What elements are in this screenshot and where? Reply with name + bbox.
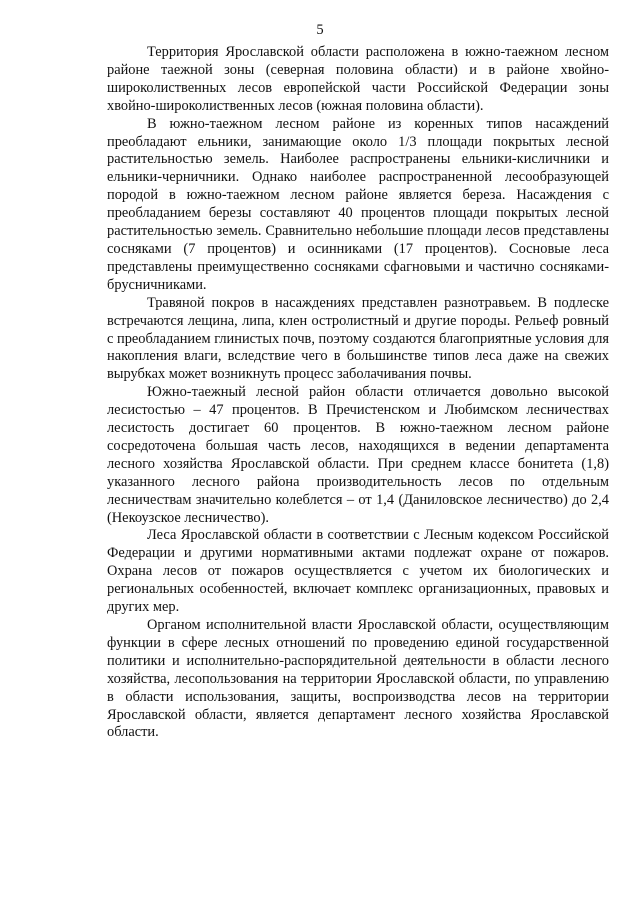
paragraph-ground-cover: Травяной покров в насаждениях представлен разнотравьем. В подлеске встречаются лещина, липа, клен остролистный и другие породы. Рельеф ровный с преобладанием глинистых почв, поэтому создаются благоприятные условия для накопления влаги, вследствие чего в большинстве типов леса даже на свежих вырубках может возникнуть процесс заболачивания почвы. <box>107 294 609 383</box>
paragraph-executive-authority: Органом исполнительной власти Ярославской области, осуществляющим функции в сфере лесных отношений по проведению единой государственной политики и исполнительно-распорядительной деятельности в области лесного хозяйства, лесопользования на территории Ярославской области, по управлению в области использования, защиты, воспроизводства лесов на территории Ярославской области, является департамент лесного хозяйства Ярославской области. <box>107 617 609 741</box>
paragraph-territory: Территория Ярославской области расположена в южно-таежном лесном районе таежной зоны (северная половина области) и в районе хвойно-широколиственных лесов европейской части Российской Федерации зоны хвойно-широколиственных лесов (южная половина области). <box>107 44 609 114</box>
paragraph-forest-cover: Южно-таежный лесной район области отличается довольно высокой лесистостью – 47 процентов. В Пречистенском и Любимском лесничествах лесистость достигает 60 процентов. В южно-таежном лесном районе сосредоточена большая часть лесов, находящихся в ведении департамента лесного хозяйства Ярославской области. При среднем классе бонитета (1,8) указанного лесного района производительность лесов по отдельным лесничествам значительно колеблется – от 1,4 (Даниловское лесничество) до 2,4 (Некоузское лесничество). <box>107 384 609 526</box>
page-number: 5 <box>316 22 324 38</box>
text-body <box>107 44 609 742</box>
paragraph-fire-protection: Леса Ярославской области в соответствии с Лесным кодексом Российской Федерации и другими нормативными актами подлежат охране от пожаров. Охрана лесов от пожаров осуществляется с учетом их биологических и региональных особенностей, включает комплекс организационных, правовых и других мер. <box>107 527 609 616</box>
paragraph-south-taiga-forests: В южно-таежном лесном районе из коренных типов насаждений преобладают ельники, занимающие около 1/3 площади покрытых лесной растительностью земель. Наиболее распространены ельники-кисличники и ельники-черничники. Однако наиболее распространенной лесообразующей породой в южно-таежном лесном районе является береза. Насаждения с преобладанием березы составляют 40 процентов площади покрытых лесной растительностью земель. Сравнительно небольшие площади лесов представлены сосняками (7 процентов) и осинниками (17 процентов). Сосновые леса представлены преимущественно сосняками сфагновыми и частично сосняками-брусничниками. <box>107 115 609 293</box>
